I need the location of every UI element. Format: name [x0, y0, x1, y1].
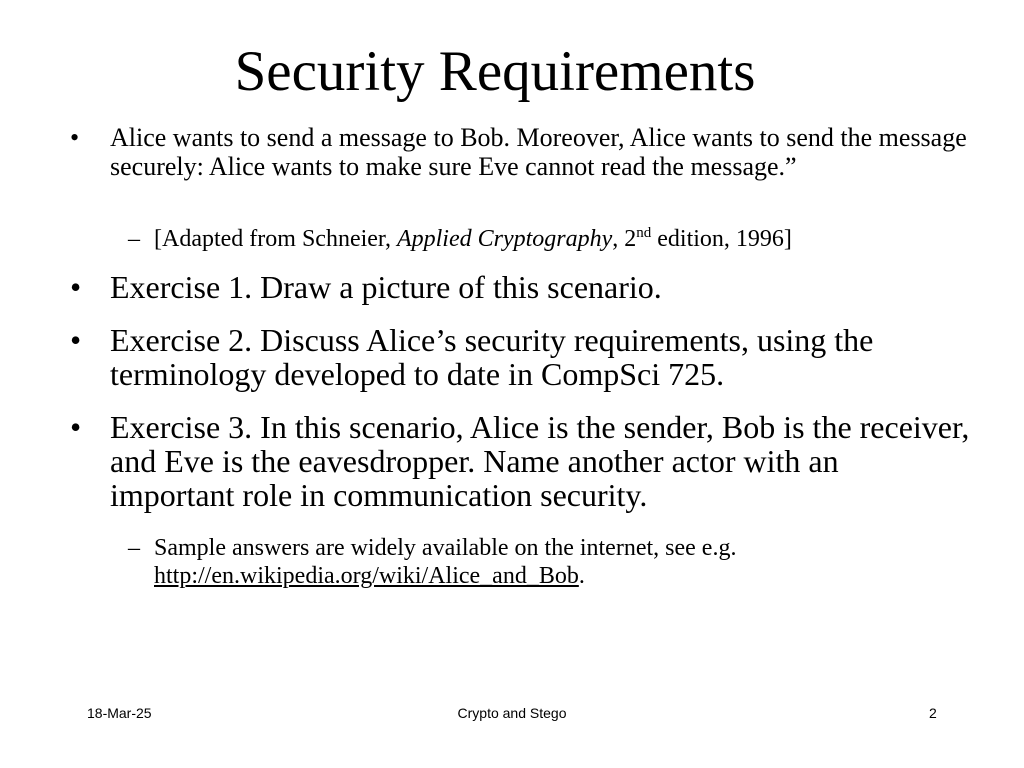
sub-bullet-citation — [128, 225, 978, 253]
citation-mid: , 2 — [612, 226, 637, 252]
slide-title: Security Requirements — [234, 40, 756, 103]
bullet-text: Exercise 1. Draw a picture of this scenario. — [110, 269, 662, 305]
bullet-text: Alice wants to send a message to Bob. Moreover, Alice wants to send the message securely: Alice wants to make sure Eve cannot read the message.” — [110, 123, 967, 181]
sub-bullet-sample-answers — [128, 534, 978, 590]
bullet-text: Exercise 2. Discuss Alice’s security requirements, using the terminology developed to date in CompSci 725. — [110, 322, 874, 392]
citation-superscript: nd — [636, 225, 652, 241]
bullet-marker: • — [70, 269, 82, 305]
sample-answers-text — [154, 534, 978, 590]
sub-bullet-marker: – — [128, 535, 140, 561]
bullet-marker: • — [70, 409, 82, 445]
bullet-alice-message — [70, 123, 970, 181]
bullet-marker: • — [70, 322, 82, 358]
bullet-exercise-2 — [70, 323, 970, 391]
sample-answers-period: . — [578, 563, 585, 589]
bullet-exercise-3 — [70, 410, 970, 512]
citation-suffix: edition, 1996] — [651, 226, 792, 252]
bullet-marker: • — [70, 123, 80, 152]
footer-date: 18-Mar-25 — [87, 705, 152, 721]
citation-prefix: [Adapted from Schneier, — [154, 226, 397, 252]
wikipedia-link[interactable]: http://en.wikipedia.org/wiki/Alice_and_Bob — [154, 563, 579, 589]
sample-answers-lead: Sample answers are widely available on the internet, see e.g. — [154, 535, 737, 561]
footer-title: Crypto and Stego — [457, 705, 567, 721]
footer-page-number: 2 — [929, 705, 937, 721]
citation-book-title: Applied Cryptography — [396, 226, 613, 252]
bullet-text: Exercise 3. In this scenario, Alice is the sender, Bob is the receiver, and Eve is the eavesdropper. Name another actor with an important role in communication security. — [110, 409, 970, 513]
bullet-exercise-1 — [70, 270, 970, 304]
citation-text — [154, 225, 978, 253]
sub-bullet-marker: – — [128, 226, 140, 252]
